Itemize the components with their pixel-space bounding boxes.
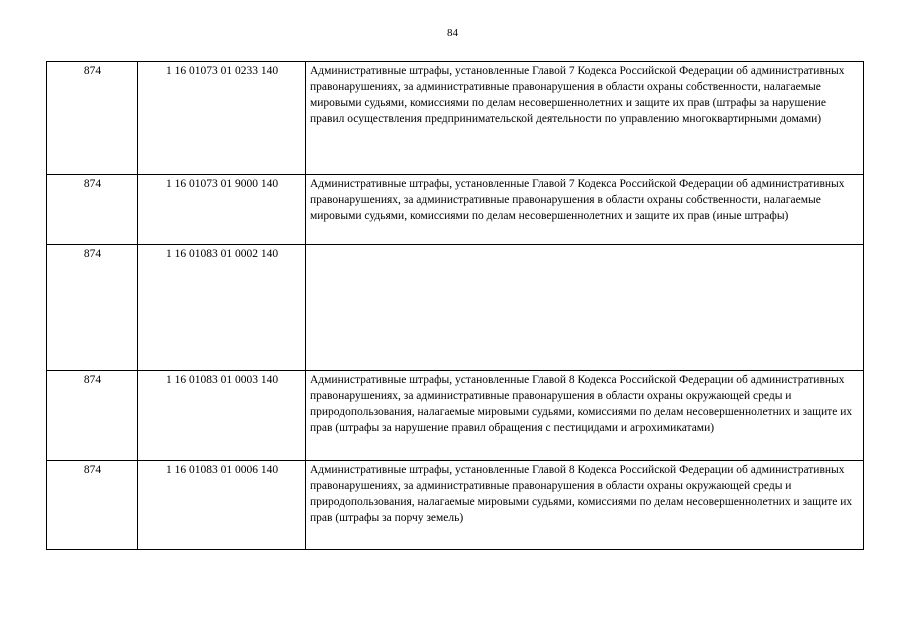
- budget-code-cell: 1 16 01073 01 9000 140: [138, 175, 306, 245]
- budget-code-cell: 1 16 01083 01 0003 140: [138, 371, 306, 461]
- admin-code-cell: 874: [47, 62, 138, 175]
- admin-code-cell: 874: [47, 461, 138, 550]
- table-row: [47, 461, 864, 550]
- admin-code-cell: 874: [47, 175, 138, 245]
- admin-code-cell: 874: [47, 245, 138, 371]
- description-cell: Административные штрафы, установленные Главой 8 Кодекса Российской Федерации об административных правонарушениях, за административные правонарушения в области охраны окружающей среды и природопользования, налагаемые мировыми судьями, комиссиями по делам несовершеннолетних и защите их прав (штрафы за порчу земель): [306, 461, 864, 550]
- admin-code-cell: 874: [47, 371, 138, 461]
- table-row: [47, 175, 864, 245]
- description-cell: Административные штрафы, установленные Главой 7 Кодекса Российской Федерации об административных правонарушениях, за административные правонарушения в области охраны собственности, налагаемые мировыми судьями, комиссиями по делам несовершеннолетних и защите их прав (штрафы за нарушение правил осуществления предпринимательской деятельности по управлению многоквартирными домами): [306, 62, 864, 175]
- table-row: [47, 245, 864, 371]
- table-row: [47, 371, 864, 461]
- budget-classification-table: [46, 61, 864, 550]
- budget-code-cell: 1 16 01083 01 0006 140: [138, 461, 306, 550]
- budget-code-cell: 1 16 01073 01 0233 140: [138, 62, 306, 175]
- page-number: 84: [447, 27, 458, 39]
- description-cell: Административные штрафы, установленные Главой 8 Кодекса Российской Федерации об административных правонарушениях, за административные правонарушения в области охраны окружающей среды и природопользования, налагаемые мировыми судьями, комиссиями по делам несовершеннолетних и защите их прав (штрафы за нарушение правил обращения с пестицидами и агрохимикатами): [306, 371, 864, 461]
- description-cell: [306, 245, 864, 371]
- description-cell: Административные штрафы, установленные Главой 7 Кодекса Российской Федерации об административных правонарушениях, за административные правонарушения в области охраны собственности, налагаемые мировыми судьями, комиссиями по делам несовершеннолетних и защите их прав (иные штрафы): [306, 175, 864, 245]
- table-row: [47, 62, 864, 175]
- budget-code-cell: 1 16 01083 01 0002 140: [138, 245, 306, 371]
